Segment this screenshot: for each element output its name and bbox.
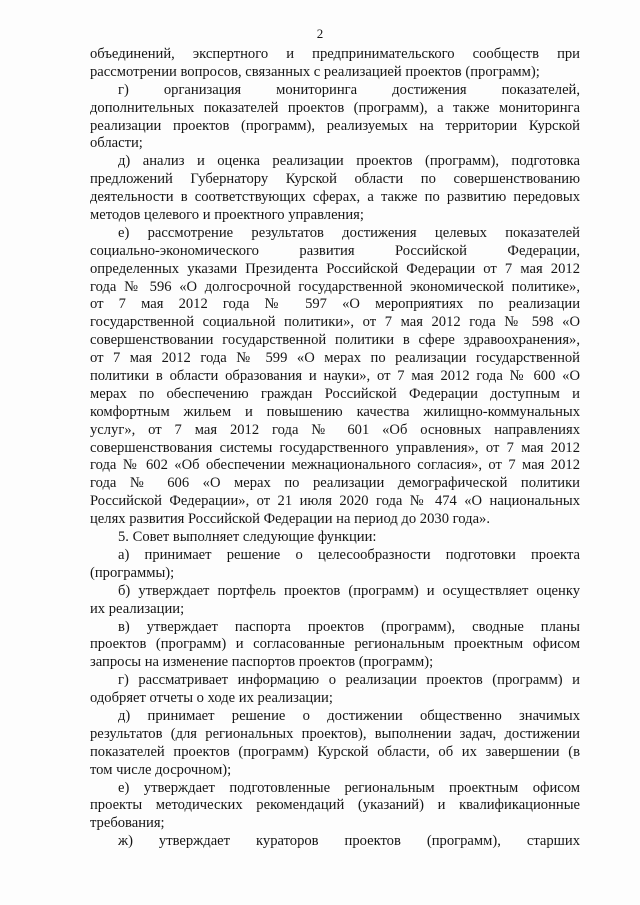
text-line: а) принимает решение о целесообразности подготовки проекта (118, 546, 580, 563)
text-line: (программы); (90, 564, 175, 581)
text-line: ж) утверждает кураторов проектов (программ), старших (118, 833, 580, 850)
text-line: их реализации; (90, 600, 185, 617)
text-line: б) утверждает портфель проектов (программ) и осуществляет оценку (118, 582, 580, 599)
text-line: д) принимает решение о достижении общественно значимых (118, 707, 580, 724)
text-line: года № 606 «О мерах по реализации демографической политики (90, 475, 580, 492)
text-line: объединений, экспертного и предпринимательского сообществ при (90, 46, 580, 62)
text-line: методов целевого и проектного управления; (90, 207, 364, 224)
text-line: года № 602 «Об обеспечении межнационального согласия», от 7 мая 2012 (90, 457, 580, 474)
text-line: комфортным жильем и повышению качества жилищно-коммунальных (90, 403, 580, 420)
text-line: одобряет отчеты о ходе их реализации; (90, 690, 333, 707)
text-line: результатов (для региональных проектов), выполнении задач, достижении (90, 725, 580, 742)
text-line: 5. Совет выполняет следующие функции: (118, 529, 377, 546)
text-line: дополнительных показателей проектов (программ), а также мониторинга (90, 99, 580, 116)
text-line: реализации проектов (программ), реализуемых на территории Курской (90, 117, 580, 134)
text-line: проекты методических рекомендаций (указаний) и квалификационные (90, 797, 580, 814)
text-line: том числе досрочном); (90, 761, 232, 778)
text-line: требования; (90, 815, 165, 832)
document-body (90, 46, 580, 851)
text-line: года № 596 «О долгосрочной государственной экономической политике», (90, 278, 580, 295)
text-line: г) организация мониторинга достижения показателей, (118, 81, 580, 98)
text-line: показателей проектов (программ) Курской области, об их завершении (в (90, 743, 580, 760)
text-line: предложений Губернатору Курской области по совершенствованию (90, 171, 580, 188)
text-line: рассмотрении вопросов, связанных с реализацией проектов (программ); (90, 63, 540, 80)
text-line: политики в области образования и науки», от 7 мая 2012 года № 600 «О (90, 368, 580, 385)
text-line: Российской Федерации», от 21 июля 2020 года № 474 «О национальных (90, 493, 580, 510)
text-line: е) рассмотрение результатов достижения целевых показателей (118, 224, 580, 241)
text-line: е) утверждает подготовленные региональным проектным офисом (118, 779, 580, 796)
text-line: совершенствования системы государственного управления», от 7 мая 2012 (90, 439, 580, 456)
text-line: в) утверждает паспорта проектов (программ), сводные планы (118, 618, 580, 635)
text-line: запросы на изменение паспортов проектов (программ); (90, 654, 434, 671)
text-line: от 7 мая 2012 года № 597 «О мероприятиях по реализации (90, 296, 580, 313)
text-line: от 7 мая 2012 года № 599 «О мерах по реализации государственной (90, 350, 580, 367)
text-line: услуг», от 7 мая 2012 года № 601 «Об основных направлениях (90, 421, 580, 438)
text-line: определенных указами Президента Российской Федерации от 7 мая 2012 (90, 260, 580, 277)
text-line: целях развития Российской Федерации на период до 2030 года». (90, 511, 490, 528)
text-line: мерах по обеспечению граждан Российской Федерации доступным и (90, 385, 580, 402)
text-line: г) рассматривает информацию о реализации проектов (программ) и (118, 672, 580, 689)
text-line: д) анализ и оценка реализации проектов (программ), подготовка (118, 153, 580, 170)
text-line: деятельности в соответствующих сферах, а также по развитию передовых (90, 189, 580, 206)
text-line: социально-экономического развития Российской Федерации, (90, 242, 580, 259)
page-number: 2 (316, 26, 324, 41)
text-line: государственной социальной политики», от 7 мая 2012 года № 598 «О (90, 314, 580, 331)
text-line: области; (90, 135, 143, 152)
text-line: проектов (программ) и согласованные региональным проектным офисом (90, 636, 580, 653)
text-line: совершенствовании государственной политики в сфере здравоохранения», (90, 332, 580, 349)
